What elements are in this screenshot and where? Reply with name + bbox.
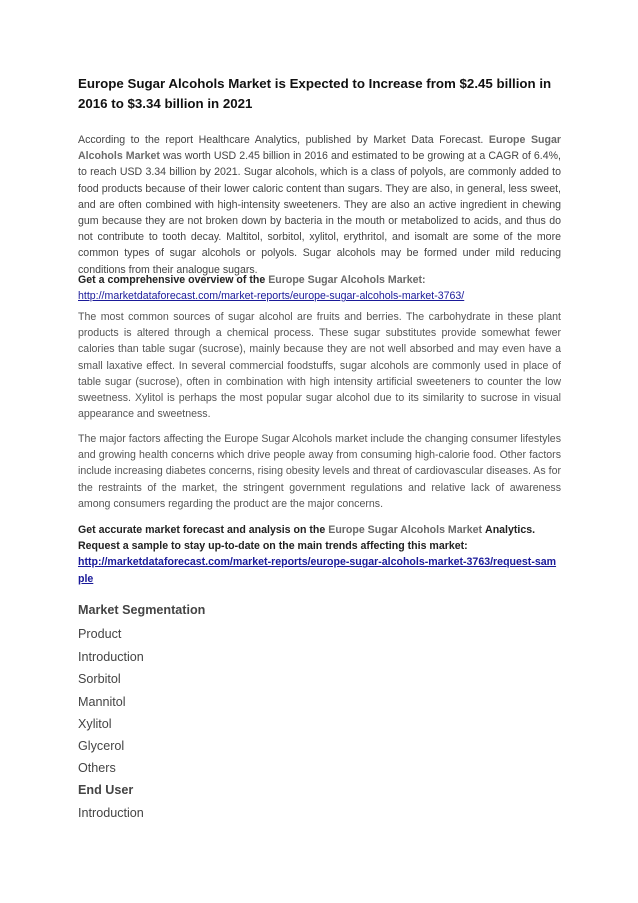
product-item: Others — [78, 761, 116, 775]
product-item: Glycerol — [78, 739, 125, 753]
overview-link[interactable]: http://marketdataforecast.com/market-reports/europe-sugar-alcohols-market-3763/ — [78, 290, 465, 303]
overview-market-name: Europe Sugar Alcohols Market: — [268, 274, 426, 286]
segmentation-heading: Market Segmentation — [78, 603, 206, 617]
intro-body: was worth USD 2.45 billion in 2016 and estimated to be growing at a CAGR of 6.4%, to reach USD 3.34 billion by 2021. Sugar alcohols, which is a class of polyols, are commonly added to food products because of their lower caloric content than sugars. They are also, in general, less sweet, and are often combined with high-intensity sweeteners. They are also an active ingredient in chewing gum because they are not broken down by bacteria in the mouth or metabolized to acids, and thus do not contribute to tooth decay. Maltitol, sorbitol, xylitol, erythritol, and isomalt are some of the more common types of sugar alcohols or polyols. Sugar alcohols may be formed under mild reducing conditions from their analogue sugars. — [78, 150, 561, 276]
intro-lead: According to the report Healthcare Analytics, published by Market Data Forecast. — [78, 134, 484, 146]
intro-market-name: Europe Sugar Alcohols Market — [78, 134, 561, 163]
product-label: Product — [78, 627, 122, 641]
cta-line2: Request a sample to stay up-to-date on the main trends affecting this market: — [78, 540, 468, 553]
cta-suffix: Analytics. — [485, 524, 536, 536]
overview-line — [78, 272, 561, 304]
product-item: Mannitol — [78, 695, 126, 709]
factors-paragraph: The major factors affecting the Europe Sugar Alcohols market include the changing consumer lifestyles and growing health concerns which drive people away from consuming high-calorie food. Other factors include increasing diabetes concerns, rising obesity levels and threat of cardiovascular diseases. As for the restraints of the market, the stringent government regulations and relative lack of awareness among consumers regarding the product are the major concerns. — [78, 433, 561, 510]
intro-paragraph — [78, 132, 561, 278]
overview-prefix: Get a comprehensive overview of the — [78, 274, 266, 286]
cta-prefix: Get accurate market forecast and analysis on the — [78, 524, 326, 536]
end-user-heading: End User — [78, 783, 134, 797]
cta-market-name: Europe Sugar Alcohols Market — [328, 524, 483, 536]
sources-paragraph: The most common sources of sugar alcohol are fruits and berries. The carbohydrate in these plant products is altered through a chemical process. These sugar substitutes provide somewhat fewer calories than table sugar (sucrose), mainly because they are not well absorbed and may even have a small laxative effect. In several commercial foodstuffs, sugar alcohols are commonly used in place of table sugar (sucrose), often in combination with high intensity artificial sweeteners to counter the low sweetness. Xylitol is perhaps the most popular sugar alcohol due to its similarity to sucrose in visual appearance and sweetness. — [78, 311, 561, 421]
end-user-item: Introduction — [78, 806, 144, 820]
product-item: Xylitol — [78, 717, 112, 731]
product-item: Sorbitol — [78, 672, 121, 686]
page-title: Europe Sugar Alcohols Market is Expected to Increase from $2.45 billion in 2016 to $3.34 billion in 2021 — [78, 76, 552, 111]
product-item: Introduction — [78, 650, 144, 664]
sample-cta — [78, 522, 561, 587]
sample-link[interactable]: http://marketdataforecast.com/market-reports/europe-sugar-alcohols-market-3763/request-sample — [78, 556, 557, 585]
